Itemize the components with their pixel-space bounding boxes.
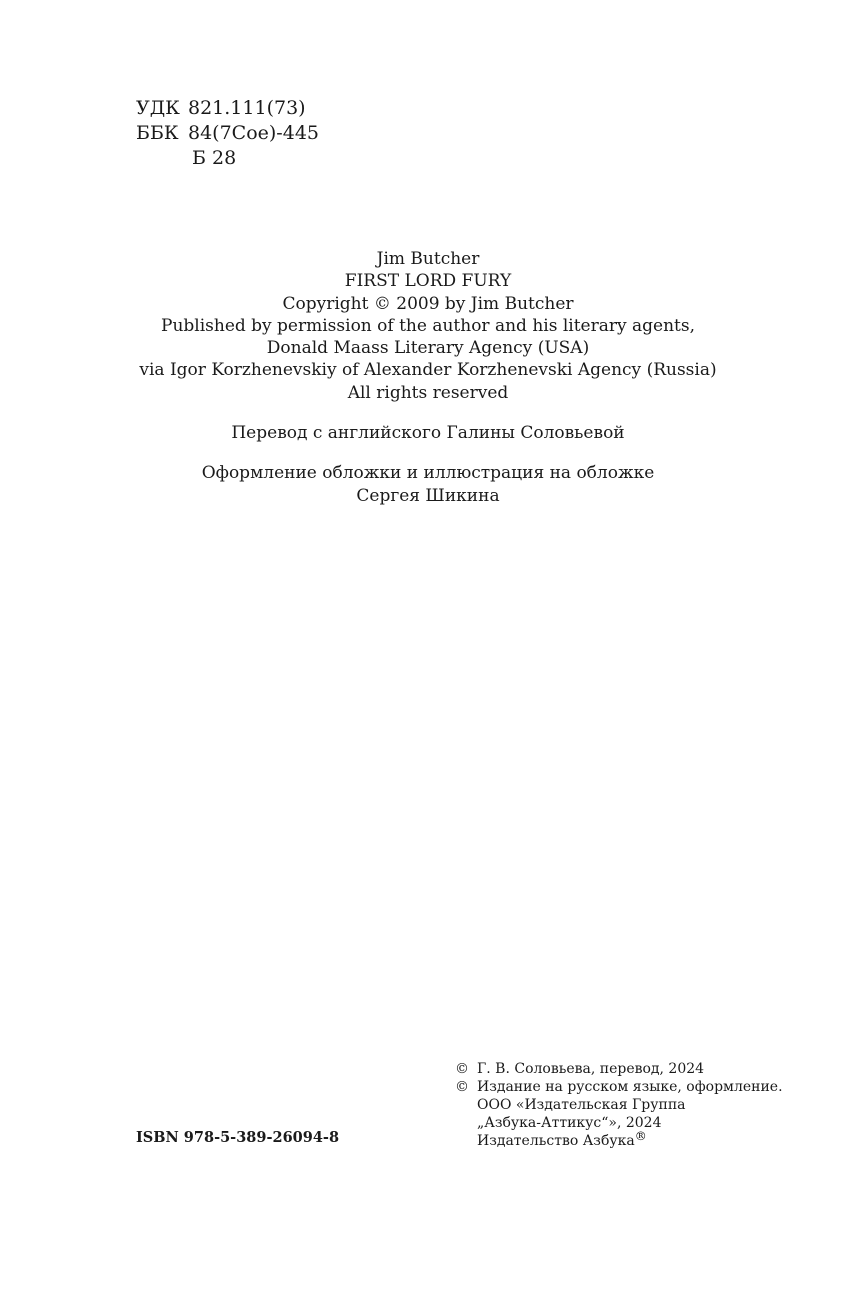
udk-label: УДК xyxy=(136,97,180,119)
publisher-line-1: ООО «Издательская Группа xyxy=(477,1097,686,1113)
copyright-line: Copyright © 2009 by Jim Butcher xyxy=(282,293,574,314)
credits-block xyxy=(0,248,856,507)
udk-row xyxy=(136,96,319,121)
udk-value: 821.111(73) xyxy=(188,97,306,119)
cover-artist-name: Сергея Шикина xyxy=(356,485,500,506)
edition-copyright xyxy=(455,1078,783,1096)
copyright-symbol-icon: © xyxy=(455,1079,469,1095)
translation-copyright-text: Г. В. Соловьева, перевод, 2024 xyxy=(477,1061,705,1077)
cover-design-credit: Оформление обложки и иллюстрация на обложке xyxy=(201,463,655,484)
copyright-notices xyxy=(455,1060,783,1150)
permission-line: Published by permission of the author and his literary agents, xyxy=(161,315,695,336)
publisher-line-2: „Азбука-Аттикус“», 2024 xyxy=(477,1115,662,1131)
original-title: FIRST LORD FURY xyxy=(344,271,512,292)
copyright-symbol-icon: © xyxy=(455,1061,469,1077)
classification-block xyxy=(136,96,319,171)
registered-mark-icon: ® xyxy=(634,1129,647,1143)
via-agency-line: via Igor Korzhenevskiy of Alexander Korzhenevski Agency (Russia) xyxy=(139,360,717,381)
imprint-name: Издательство Азбука xyxy=(477,1133,635,1149)
isbn: ISBN 978-5-389-26094-8 xyxy=(136,1129,340,1146)
bbk-value: 84(7Сое)-445 xyxy=(188,122,319,144)
translation-copyright xyxy=(455,1060,783,1078)
rights-line: All rights reserved xyxy=(347,382,509,403)
translation-credit: Перевод с английского Галины Соловьевой xyxy=(231,423,625,444)
agency-line: Donald Maass Literary Agency (USA) xyxy=(266,338,590,359)
edition-copyright-text: Издание на русском языке, оформление. xyxy=(477,1079,783,1095)
bbk-label: ББК xyxy=(136,122,179,144)
bbk-row xyxy=(136,121,319,146)
author-name: Jim Butcher xyxy=(376,249,480,269)
imprint-line xyxy=(455,1129,783,1150)
author-mark: Б 28 xyxy=(192,147,237,169)
